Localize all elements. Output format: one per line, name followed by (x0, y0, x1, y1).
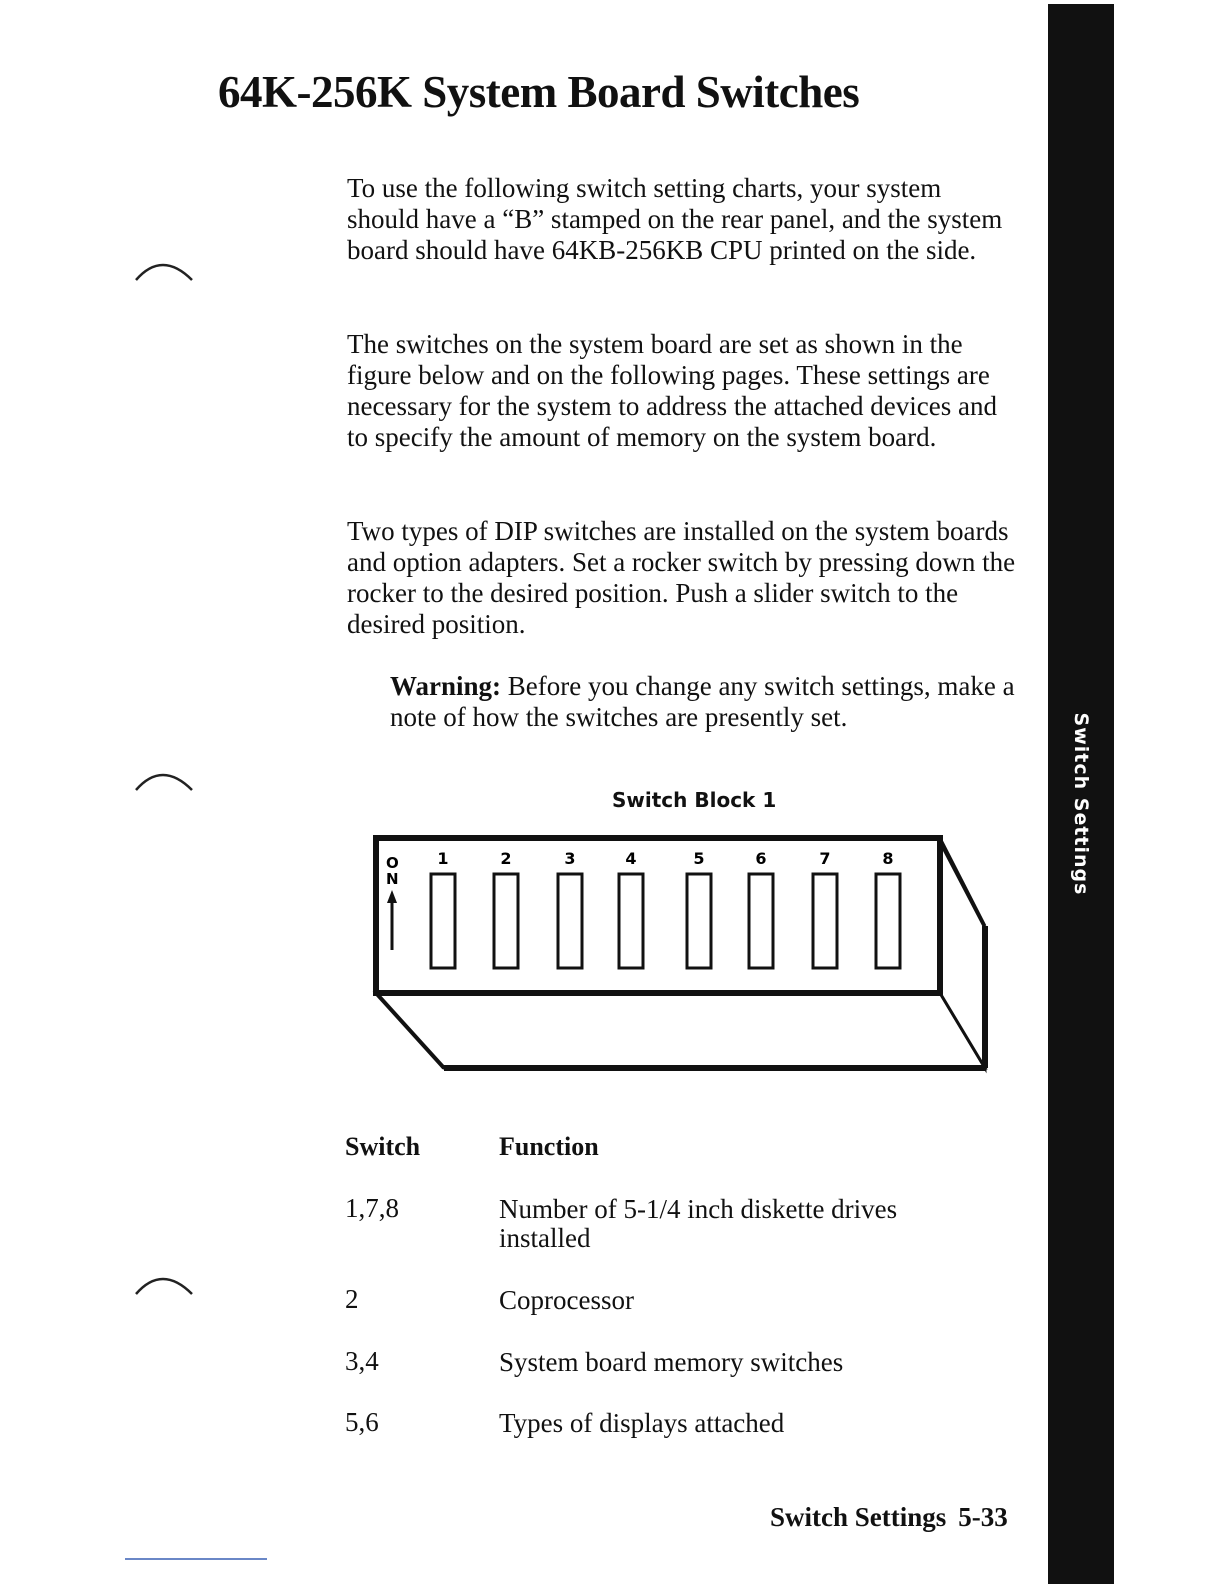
switch-number-6: 6 (755, 849, 767, 868)
dip-switch-8 (876, 874, 900, 968)
switch-column-header: Switch (345, 1132, 421, 1161)
function-cell: Number of 5-1/4 inch diskette drives installed (499, 1194, 898, 1253)
dip-switch-4 (619, 874, 643, 968)
switch-number-7: 7 (819, 849, 831, 868)
function-cell: Types of displays attached (499, 1408, 785, 1438)
dip-types-paragraph: Two types of DIP switches are installed on the system boards and option adapters. Set a rocker switch by pressing down the rocker to the desired position. Push a slider switch to the desired position. (347, 516, 1016, 639)
on-label-o: O (386, 854, 399, 872)
function-column-header: Function (499, 1132, 599, 1161)
switch-block-front-face (376, 838, 940, 993)
switch-cell: 1,7,8 (345, 1193, 399, 1223)
switch-cell: 3,4 (345, 1346, 379, 1376)
switch-cell: 2 (345, 1284, 359, 1314)
dip-switch-2 (494, 874, 518, 968)
footer-section: Switch Settings (770, 1502, 947, 1532)
switch-cell: 5,6 (345, 1407, 379, 1437)
switch-number-5: 5 (693, 849, 705, 868)
dip-switch-3 (558, 874, 582, 968)
switch-block-bottom-face (376, 993, 985, 1068)
figure-title: Switch Block 1 (612, 788, 777, 812)
dip-switch-5 (687, 874, 711, 968)
page-title: 64K-256K System Board Switches (218, 67, 860, 117)
warning-text: Before you change any switch settings, make a note of how the switches are presently set. (390, 671, 1015, 732)
dip-switch-7 (813, 874, 837, 968)
switch-number-2: 2 (500, 849, 512, 868)
function-cell: System board memory switches (499, 1347, 844, 1377)
warning-label: Warning: (390, 671, 502, 701)
function-cell: Coprocessor (499, 1285, 634, 1315)
switch-number-3: 3 (564, 849, 576, 868)
switch-number-4: 4 (625, 849, 637, 868)
switch-number-8: 8 (882, 849, 894, 868)
dip-switch-6 (749, 874, 773, 968)
page-number: 5-33 (958, 1502, 1008, 1532)
switch-number-1: 1 (437, 849, 449, 868)
section-tab-label: Switch Settings (1070, 712, 1092, 896)
footnote-rule (125, 1558, 267, 1560)
page-footer (770, 1502, 1008, 1533)
dip-switch-1 (431, 874, 455, 968)
settings-paragraph: The switches on the system board are set as shown in the figure below and on the following pages. These settings are necessary for the system to address the attached devices and to specify the amount of memory on the system board. (347, 329, 998, 452)
on-label-n: N (386, 870, 399, 888)
intro-paragraph: To use the following switch setting charts, your system should have a “B” stamped on the rear panel, and the system board should have 64KB-256KB CPU printed on the side. (347, 173, 1003, 265)
